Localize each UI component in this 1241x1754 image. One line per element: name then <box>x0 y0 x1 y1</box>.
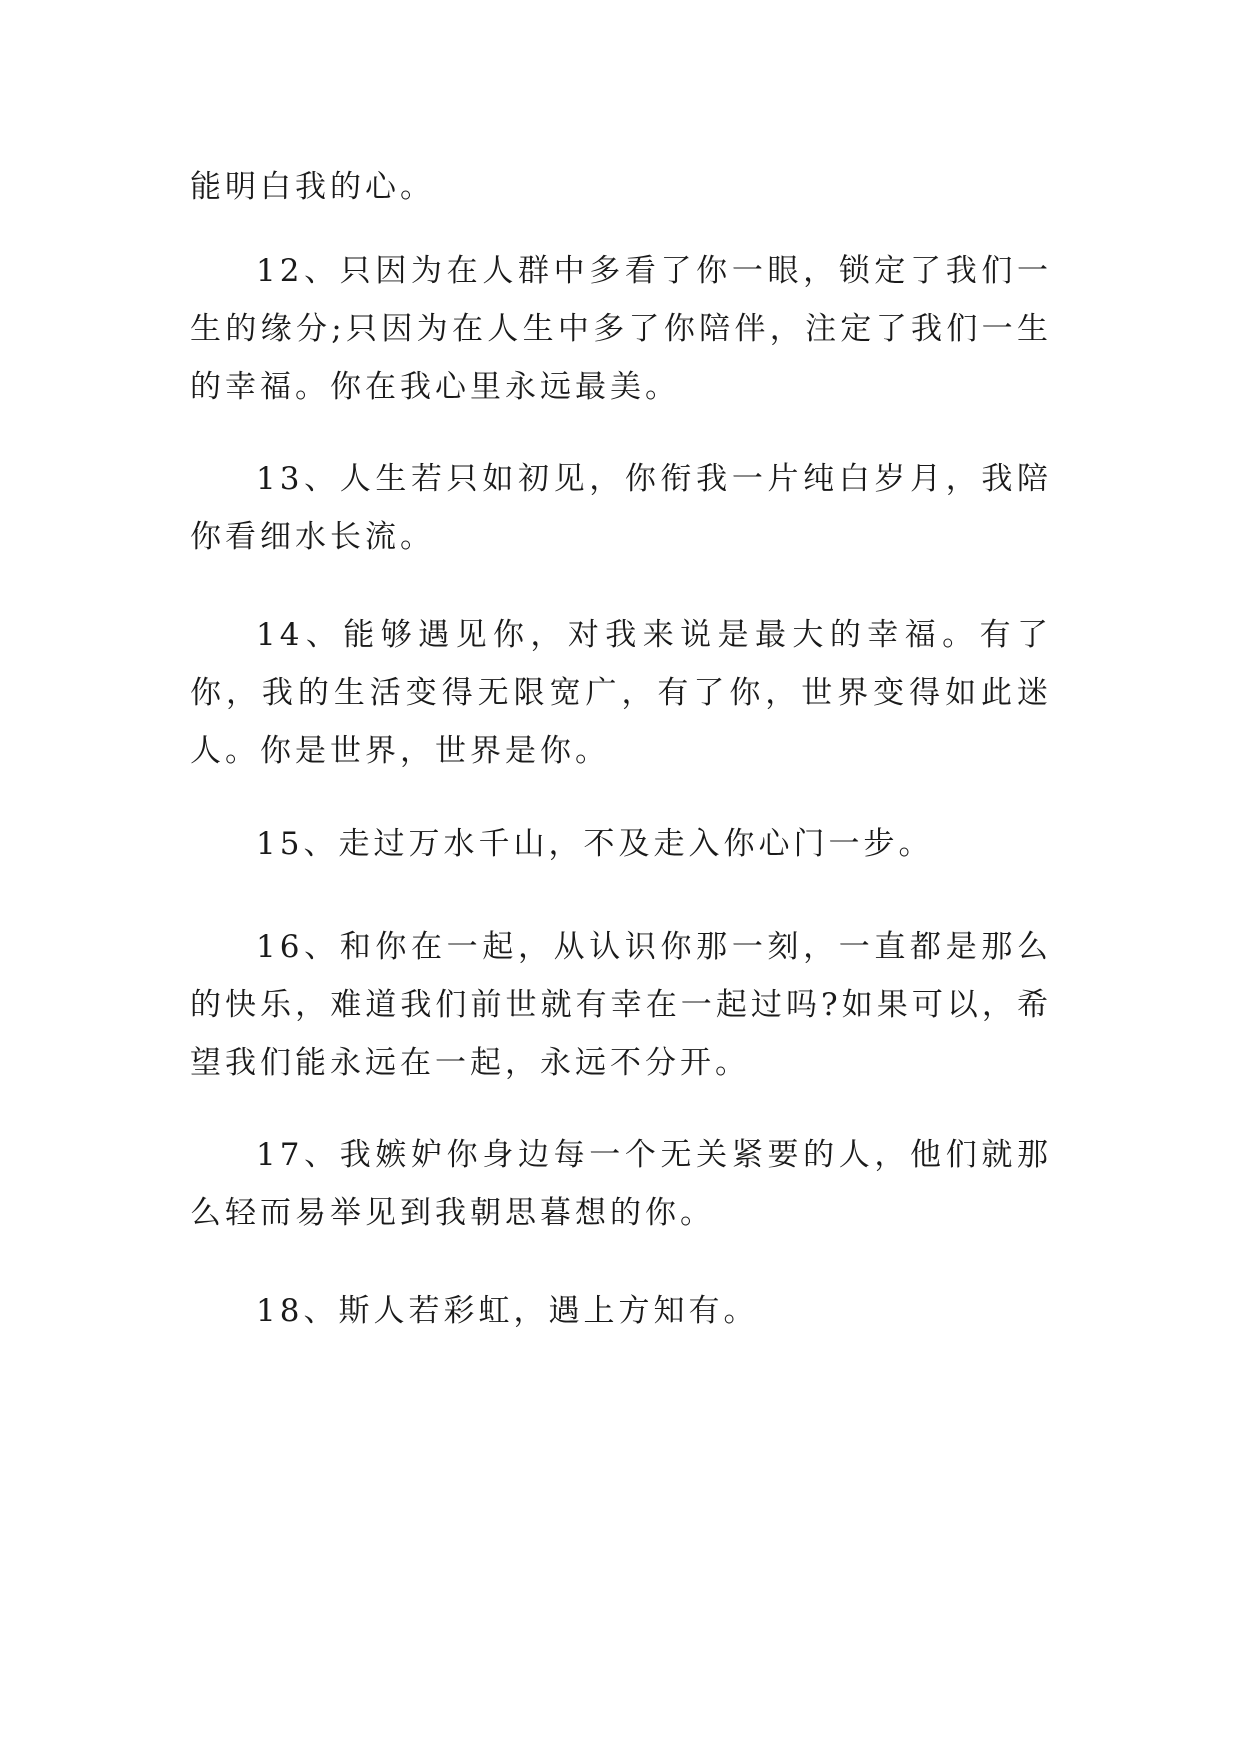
paragraph-17: 17、我嫉妒你身边每一个无关紧要的人，他们就那么轻而易举见到我朝思暮想的你。 <box>190 1137 1052 1231</box>
paragraph-continuation: 能明白我的心。 <box>190 169 435 205</box>
paragraph-15: 15、走过万水千山，不及走入你心门一步。 <box>256 826 934 862</box>
paragraph-14: 14、能够遇见你，对我来说是最大的幸福。有了你，我的生活变得无限宽广，有了你，世界变得如此迷人。你是世界，世界是你。 <box>190 617 1052 769</box>
paragraph-12: 12、只因为在人群中多看了你一眼，锁定了我们一生的缘分;只因为在人生中多了你陪伴，注定了我们一生的幸福。你在我心里永远最美。 <box>190 253 1052 405</box>
paragraph-18: 18、斯人若彩虹，遇上方知有。 <box>256 1293 759 1329</box>
paragraph-16: 16、和你在一起，从认识你那一刻，一直都是那么的快乐，难道我们前世就有幸在一起过吗?如果可以，希望我们能永远在一起，永远不分开。 <box>190 929 1052 1081</box>
paragraph-13: 13、人生若只如初见，你衔我一片纯白岁月，我陪你看细水长流。 <box>190 461 1052 555</box>
